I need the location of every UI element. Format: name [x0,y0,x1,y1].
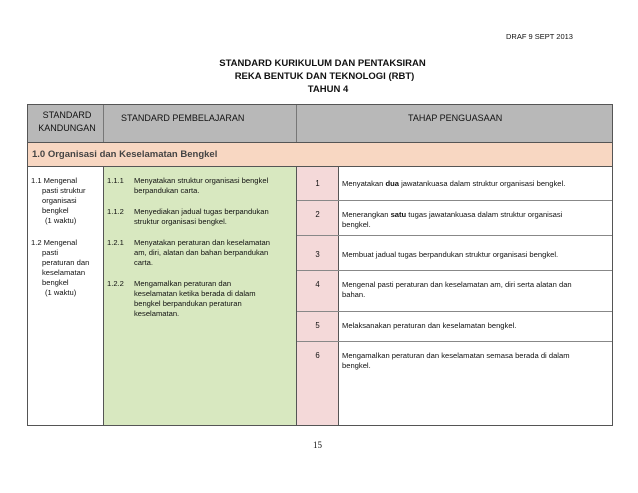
pembelajaran-item [107,238,299,268]
tahap-number-column [297,167,339,425]
pembelajaran-line: Menyatakan struktur organisasi bengkel [134,176,269,185]
pembelajaran-line: keselamatan ketika berada di dalam [134,289,256,298]
tahap-number: 6 [315,351,320,360]
pembelajaran-line: am, diri, alatan dan bahan berpandukan [134,248,269,257]
header-standard-kandungan [31,109,103,135]
pembelajaran-line: carta. [134,258,153,267]
tahap-description: Melaksanakan peraturan dan keselamatan bengkel. [342,321,517,330]
row-divider [297,311,612,312]
header-standard-kandungan-line2: KANDUNGAN [38,123,96,133]
tahap-text: Menyatakan [342,179,386,188]
kandungan-line: pasti struktur [42,186,86,195]
kandungan-line: 1.2 Mengenal [31,238,78,247]
tahap-text: Menerangkan [342,210,391,219]
tahap-description: Membuat jadual tugas berpandukan struktur organisasi bengkel. [342,250,559,259]
row-divider [297,341,612,342]
pembelajaran-code: 1.1.2 [107,207,124,216]
row-divider [297,200,612,201]
tahap-bold: dua [385,179,399,188]
pembelajaran-code: 1.2.1 [107,238,124,247]
curriculum-table [27,104,613,426]
pembelajaran-item [107,176,299,196]
row-divider [297,235,612,236]
pembelajaran-line: Menyediakan jadual tugas berpandukan [134,207,269,216]
pembelajaran-line: Menyatakan peraturan dan keselamatan [134,238,270,247]
title-line-3: TAHUN 4 [307,84,349,95]
tahap-number: 5 [315,321,320,330]
table-header [28,105,612,143]
tahap-text: Mengamalkan peraturan dan keselamatan semasa berada di dalam [342,351,570,360]
kandungan-line: (1 waktu) [45,288,77,297]
title-line-1: STANDARD KURIKULUM DAN PENTAKSIRAN [219,58,426,69]
header-divider [296,105,297,142]
tahap-text: bengkel. [342,361,371,370]
kandungan-line: organisasi [42,196,77,205]
tahap-text: jawatankuasa dalam struktur organisasi bengkel. [399,179,566,188]
kandungan-line: bengkel [42,278,69,287]
tahap-description [342,210,607,230]
tahap-number: 4 [315,280,320,289]
pembelajaran-line: keselamatan. [134,309,180,318]
kandungan-line: 1.1 Mengenal [31,176,78,185]
section-title: 1.0 Organisasi dan Keselamatan Bengkel [32,149,218,160]
tahap-description [342,280,607,300]
kandungan-item [31,176,85,226]
section-row [28,143,612,167]
tahap-number: 2 [315,210,320,219]
kandungan-line: (1 waktu) [45,216,77,225]
header-standard-kandungan-line1: STANDARD [42,110,92,120]
draft-label: DRAF 9 SEPT 2013 [506,32,573,41]
pembelajaran-code: 1.2.2 [107,279,124,288]
tahap-number: 3 [315,250,320,259]
title-line-2: REKA BENTUK DAN TEKNOLOGI (RBT) [234,71,415,82]
tahap-description [342,351,607,371]
kandungan-line: keselamatan [42,268,86,277]
page-number: 15 [313,440,322,450]
kandungan-line: pasti [42,248,59,257]
pembelajaran-item [107,279,299,319]
tahap-text: bahan. [342,290,366,299]
tahap-text: bengkel. [342,220,371,229]
tahap-description [342,179,607,189]
tahap-bold: satu [390,210,407,219]
tahap-text: tugas jawatankuasa dalam struktur organisasi [406,210,563,219]
kandungan-item [31,238,89,298]
pembelajaran-line: berpandukan carta. [134,186,200,195]
pembelajaran-line: struktur organisasi bengkel. [134,217,227,226]
header-divider [103,105,104,142]
pembelajaran-item [107,207,299,227]
pembelajaran-line: Mengamalkan peraturan dan [134,279,232,288]
row-divider [297,270,612,271]
tahap-text: Mengenal pasti peraturan dan keselamatan am, diri serta alatan dan [342,280,572,289]
kandungan-line: peraturan dan [42,258,90,267]
kandungan-line: bengkel [42,206,69,215]
pembelajaran-code: 1.1.1 [107,176,124,185]
document-title [0,57,638,96]
tahap-number: 1 [315,179,320,188]
pembelajaran-line: bengkel berpandukan peraturan [134,299,242,308]
header-standard-pembelajaran: STANDARD PEMBELAJARAN [121,113,245,123]
header-tahap-penguasaan: TAHAP PENGUASAAN [408,113,503,123]
